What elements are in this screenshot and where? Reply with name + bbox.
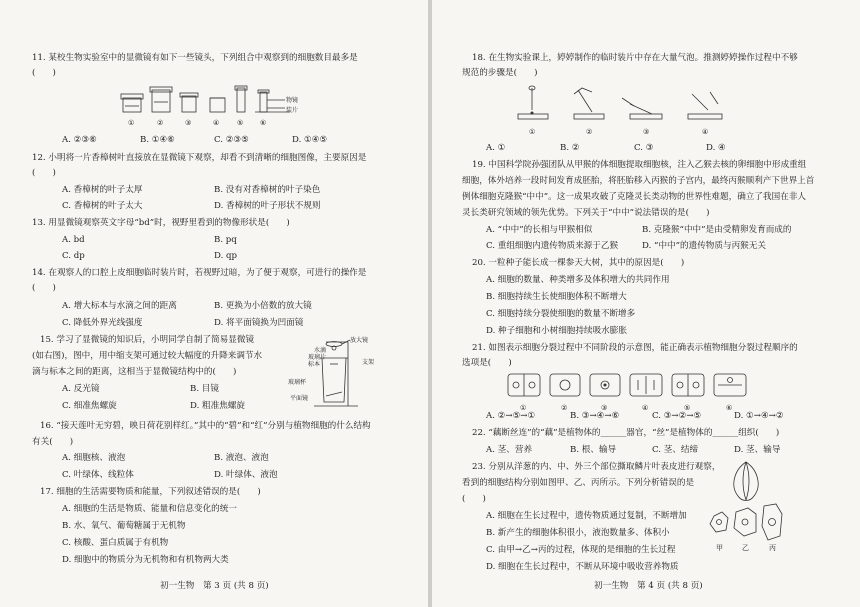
q11-callout-slide: 装片 [286,107,299,114]
q18-option-d[interactable]: D. ④ [706,143,726,153]
q23-stem-line1: 23. 分别从洋葱的内、中、外三个部位撕取鳞片叶表皮进行观察， [472,462,721,472]
q15-stem-line1: 15. 学习了显微镜的知识后，小明同学自制了简易显微镜 [40,335,255,345]
q15-label-plane-mirror: 平面镜 [290,395,309,402]
q18-label-1: ① [529,128,536,136]
q17-option-d[interactable]: D. 细胞中的物质分为无机物和有机物两大类 [62,555,229,565]
q18-option-b[interactable]: B. ② [560,143,580,153]
onion-bulb-icon [734,462,758,501]
q18-stem-line1: 18. 在生物实验课上，婷婷制作的临时装片中存在大量气泡。推测婷婷操作过程中不够 [472,53,798,63]
q11-label-2: ② [157,119,164,127]
q11-label-1: ① [128,119,135,127]
q18-stem-line2: 规范的步骤是( ) [462,68,538,78]
q15-stem-line2: (如右图)，图中，用中缩支架可通过较大幅度的升降来调节水 [32,351,263,361]
q19-option-a[interactable]: A. “中中”的长相与甲猴相似 [486,225,593,235]
q16-option-d[interactable]: D. 叶绿体、液泡 [214,470,278,480]
q11-stem-bracket: ( ) [32,68,56,78]
q21-stem-line1: 21. 如图表示细胞分裂过程中不同阶段的示意图，能正确表示植物细胞分裂过程顺序的 [472,343,798,353]
cell-division-stage-3-icon [590,374,620,396]
q22-option-c[interactable]: C. 茎、结缔 [652,445,699,455]
q14-option-b[interactable]: B. 更换为小倍数的放大镜 [214,301,312,311]
q11-stem: 11. 某校生物实验室中的显微镜有如下一些镜头，下列组合中观察到的细胞数目最多是 [32,53,358,63]
lens-2-icon [150,87,172,112]
cell-division-stage-2-icon [550,374,580,396]
q15-option-c[interactable]: C. 细准焦螺旋 [62,401,117,411]
scraping-step-icon [574,88,604,119]
q21-option-a[interactable]: A. ②→⑤→① [486,411,536,421]
cell-division-stage-5-icon [672,374,704,396]
q21-stem-line2: 选项是( ) [462,358,512,368]
q19-option-c[interactable]: C. 重组细胞内遗传物质来源于乙猴 [486,241,619,251]
q18-option-c[interactable]: C. ③ [634,143,654,153]
q19-option-b[interactable]: B. 克隆猴“中中”是由受精卵发育而成的 [642,225,792,235]
q18-option-a[interactable]: A. ① [486,143,506,153]
q15-microscope-figure [286,336,406,416]
q19-stem-line4: 灵长类研究领域的领先优势。下列关于“中中”说法错误的是( ) [462,208,710,218]
q19-stem-line3: 例体细胞克隆猴“中中”。这一成果攻破了克隆灵长类动物的世界性难题，确立了我国在非人 [462,192,806,202]
q13-option-c[interactable]: C. dp [62,251,85,261]
q18-label-4: ④ [702,128,709,136]
lens-3-icon [180,93,198,112]
coverslip-step-icon [622,98,662,119]
q15-label-water-drop: 水滴 [314,347,327,354]
q19-option-d[interactable]: D. “中中”的遗传物质与丙猴无关 [642,241,766,251]
q13-option-a[interactable]: A. bd [62,235,85,245]
q12-option-b[interactable]: B. 没有对香樟树的叶子染色 [214,185,321,195]
q12-stem-bracket: ( ) [32,168,56,178]
q14-stem-bracket: ( ) [32,283,56,293]
lens-4-icon [210,98,225,112]
q12-option-a[interactable]: A. 香樟树的叶子太厚 [62,185,143,195]
q11-option-d[interactable]: D. ①④⑤ [292,135,328,145]
q23-option-b[interactable]: B. 新产生的细胞体积很小，液泡数量多、体积小 [486,528,670,538]
q21-label-6: ⑥ [726,404,733,412]
q12-option-c[interactable]: C. 香樟树的叶子太大 [62,201,143,211]
q13-option-b[interactable]: B. pq [214,235,237,245]
q23-option-d[interactable]: D. 细胞在生长过程中，不断从环境中吸收营养物质 [486,562,679,572]
staining-step-icon [688,92,722,119]
q21-label-4: ④ [642,404,649,412]
q11-lens-figure [115,84,315,132]
q16-stem-line2: 有关( ) [32,437,74,447]
q14-stem: 14. 在观察人的口腔上皮细胞临时装片时，若视野过暗，为了便于观察，可进行的操作是 [32,268,367,278]
cell-division-stage-1-icon [508,374,540,396]
dropper-step-icon [518,86,548,119]
q16-stem-line1: 16. “接天莲叶无穷碧，映日荷花别样红。”其中的“碧”和“红”分别与植物细胞的什么结构 [40,421,371,431]
q12-option-d[interactable]: D. 香樟树的叶子形状不规则 [214,201,321,211]
q11-label-6: ⑥ [260,119,267,127]
q17-stem: 17. 细胞的生活需要物质和能量，下列叙述错误的是( ) [40,487,261,497]
q21-option-c[interactable]: C. ③→②→⑤ [652,411,702,421]
q13-option-d[interactable]: D. qp [214,251,238,261]
q15-stem-line3: 滴与标本之间的距离，这相当于显微镜结构中的( ) [32,367,237,377]
q19-stem-line2: 细胞，体外培养一段时间发育成胚胎，将胚胎移入丙猴的子宫内，最终丙猴顺利产下世界上首 [462,176,815,186]
q15-label-magnifier: 放大镜 [350,337,369,344]
q11-label-4: ④ [213,119,220,127]
page-4-footer: 初一生物 第 4 页 (共 8 页) [594,581,703,591]
q11-option-b[interactable]: B. ①④⑥ [140,135,175,145]
q23-label-yi: 乙 [742,544,749,552]
q16-option-c[interactable]: C. 叶绿体、线粒体 [62,470,134,480]
q21-option-b[interactable]: B. ③→④→⑥ [570,411,620,421]
q23-label-bing: 丙 [769,544,776,552]
q21-label-1: ① [520,404,527,412]
q22-stem: 22. “藕断丝连”的“藕”是植物体的______器官，“丝”是植物体的______组织( ) [472,428,780,438]
q15-label-stand: 支架 [362,359,375,366]
q21-label-5: ⑤ [684,404,691,412]
q15-label-specimen: 标本 [308,361,321,368]
q20-option-c[interactable]: C. 细胞持续分裂使细胞的数量不断增多 [486,309,636,319]
q18-procedure-figure [512,84,742,140]
q21-label-2: ② [561,404,568,412]
onion-cell-bing-icon [762,504,782,540]
q15-option-d[interactable]: D. 粗准焦螺旋 [190,401,246,411]
q21-label-3: ③ [601,404,608,412]
q18-label-3: ③ [643,128,650,136]
q17-option-c[interactable]: C. 核酸、蛋白质属于有机物 [62,538,169,548]
q22-option-b[interactable]: B. 根、输导 [570,445,617,455]
q20-option-d[interactable]: D. 种子细胞和小树细胞持续吸水膨胀 [486,326,627,336]
q17-option-b[interactable]: B. 水、氧气、葡萄糖属于无机物 [62,521,186,531]
q17-option-a[interactable]: A. 细胞的生活是物质、能量和信息变化的统一 [62,504,237,514]
q23-label-jia: 甲 [716,544,723,552]
page-3-footer: 初一生物 第 3 页 (共 8 页) [160,581,269,591]
q23-onion-figure [706,456,786,560]
q15-option-b[interactable]: B. 目镜 [190,384,219,394]
lens-1-icon [121,94,143,112]
q14-option-c[interactable]: C. 降低外界光线强度 [62,318,143,328]
q16-option-a[interactable]: A. 细胞核、液泡 [62,453,126,463]
onion-cell-jia-icon [710,512,728,532]
lens-6-icon [258,90,269,112]
q15-label-glass-cup: 玻璃杯 [288,379,307,386]
q20-stem: 20. 一粒种子能长成一棵参天大树，其中的原因是( ) [472,258,685,268]
q21-option-d[interactable]: D. ①→④→② [734,411,784,421]
q15-label-glass-slide: 玻璃片 [308,354,327,361]
q16-option-b[interactable]: B. 液泡、液泡 [214,453,269,463]
cell-division-stage-6-icon [714,374,746,396]
q20-option-a[interactable]: A. 细胞的数量、种类增多及体积增大的共同作用 [486,275,670,285]
q14-option-a[interactable]: A. 增大标本与水滴之间的距离 [62,301,177,311]
cell-division-stage-4-icon [630,374,662,396]
q18-label-2: ② [586,128,593,136]
q11-option-a[interactable]: A. ②③⑥ [62,135,97,145]
q23-option-c[interactable]: C. 由甲→乙→丙的过程，体现的是细胞的生长过程 [486,545,676,555]
q21-cell-division-figure [504,370,754,416]
q22-option-d[interactable]: D. 茎、输导 [734,445,781,455]
lens-5-icon [235,86,247,112]
q11-label-5: ⑤ [237,119,244,127]
q12-stem: 12. 小明将一片香樟树叶直接放在显微镜下观察，却看不到清晰的细胞图像，主要原因是 [32,153,367,163]
q13-stem: 13. 用显微镜观察英文字母“bd”时，视野里看到的物像形状是( ) [32,218,290,228]
q14-option-d[interactable]: D. 将平面镜换为凹面镜 [214,318,304,328]
q23-stem-line2: 看到的细胞结构分别如图甲、乙、丙所示。下列分析错误的是 [462,478,695,488]
onion-cell-yi-icon [734,508,756,536]
q23-stem-line3: ( ) [462,494,486,504]
q20-option-b[interactable]: B. 细胞持续生长使细胞体积不断增大 [486,292,627,302]
q11-option-c[interactable]: C. ②③⑤ [214,135,249,145]
q11-callout-objective: 物镜 [286,97,299,104]
q19-stem-line1: 19. 中国科学院孙强团队从甲猴的体细胞提取细胞核，注入乙猴去核的卵细胞中形成重组 [472,160,807,170]
q23-option-a[interactable]: A. 细胞在生长过程中，遗传物质通过复制，不断增加 [486,511,687,521]
q15-option-a[interactable]: A. 反光镜 [62,384,100,394]
q11-label-3: ③ [185,119,192,127]
q22-option-a[interactable]: A. 茎、营养 [486,445,533,455]
